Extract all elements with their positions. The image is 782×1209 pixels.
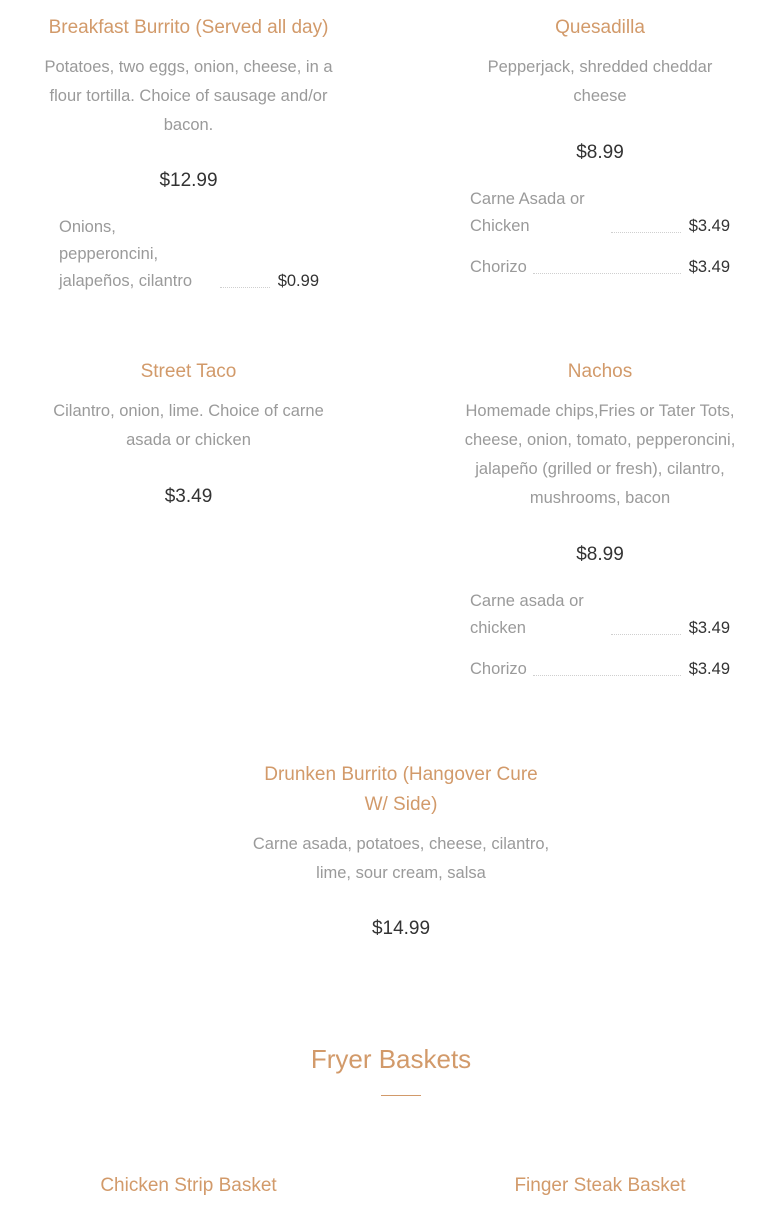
- dot-leader: [611, 633, 681, 635]
- addon-row: [470, 588, 730, 642]
- item-title: Quesadilla: [555, 17, 645, 38]
- addon-name: Chorizo: [470, 258, 527, 276]
- dot-leader: [533, 272, 681, 274]
- item-title: Street Taco: [140, 361, 237, 382]
- addon-name: Carne Asada or Chicken: [470, 190, 585, 235]
- section-title-fryer-baskets: Fryer Baskets: [310, 1044, 472, 1074]
- addon-price: $0.99: [277, 272, 319, 290]
- item-description: Homemade chips,Fries or Tater Tots, cheese, onion, tomato, pepperoncini, jalapeño (grilled or fresh), cilantro, mushrooms, bacon: [464, 402, 736, 507]
- item-title: Nachos: [567, 361, 633, 382]
- addon-name: Onions, pepperoncini, jalapeños, cilantro: [59, 218, 192, 290]
- item-price: $12.99: [159, 170, 218, 191]
- menu-item-finger-steak-basket: [450, 1171, 750, 1201]
- menu-item-street-taco: [35, 357, 342, 455]
- section-divider: [381, 1095, 421, 1096]
- item-title: Drunken Burrito (Hangover Cure W/ Side): [264, 764, 538, 815]
- addon-name: Chorizo: [470, 660, 527, 678]
- menu-item-breakfast-burrito: [35, 13, 342, 140]
- addon-row: [59, 214, 319, 295]
- item-title: Chicken Strip Basket: [100, 1175, 277, 1196]
- item-price: $8.99: [576, 142, 624, 163]
- addon-price: $3.49: [688, 619, 730, 637]
- addon-row: [470, 254, 730, 281]
- item-description: Potatoes, two eggs, onion, cheese, in a flour tortilla. Choice of sausage and/or bacon.: [44, 58, 333, 134]
- menu-item-chicken-strip-basket: [35, 1171, 342, 1201]
- item-title: Breakfast Burrito (Served all day): [48, 17, 329, 38]
- menu-item-drunken-burrito: [251, 760, 551, 888]
- item-description: Pepperjack, shredded cheddar cheese: [487, 58, 713, 105]
- addon-row: [470, 656, 730, 683]
- item-price: $8.99: [576, 544, 624, 565]
- item-price: $14.99: [371, 918, 431, 939]
- item-title: Finger Steak Basket: [514, 1175, 686, 1196]
- item-description: Carne asada, potatoes, cheese, cilantro, lime, sour cream, salsa: [252, 835, 550, 882]
- addon-price: $3.49: [688, 258, 730, 276]
- addon-price: $3.49: [688, 660, 730, 678]
- addon-row: [470, 186, 730, 240]
- menu-item-nachos: [447, 357, 753, 513]
- dot-leader: [533, 674, 681, 676]
- addon-price: $3.49: [688, 217, 730, 235]
- dot-leader: [220, 286, 270, 288]
- item-description: Cilantro, onion, lime. Choice of carne asada or chicken: [53, 402, 324, 449]
- item-price: $3.49: [164, 486, 213, 507]
- menu-item-quesadilla: [450, 13, 750, 111]
- dot-leader: [611, 231, 681, 233]
- addon-name: Carne asada or chicken: [470, 592, 584, 637]
